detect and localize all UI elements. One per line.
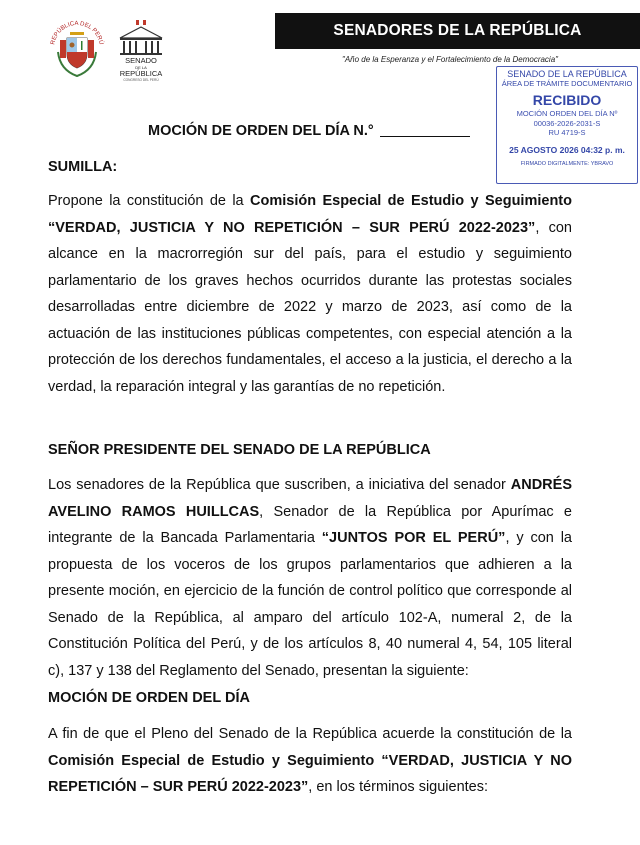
intro-text-1: Los senadores de la República que suscriben, a iniciativa del senador bbox=[48, 477, 511, 493]
motion-commission-name: Comisión Especial de Estudio y Seguimiento “VERDAD, JUSTICIA Y NO REPETICIÓN – SUR PERÚ 2022-2023” bbox=[48, 752, 572, 795]
stamp-line2: ÁREA DE TRÁMITE DOCUMENTARIO bbox=[501, 79, 633, 88]
sumilla-text-1: Propone la constitución de la bbox=[48, 193, 251, 209]
stamp-line5: RU 4719-S bbox=[548, 128, 586, 137]
coat-of-arms-seal bbox=[48, 18, 106, 80]
motion-text-1: A fin de que el Pleno del Senado de la República acuerde la constitución de la bbox=[48, 726, 572, 742]
document-title bbox=[148, 123, 470, 139]
svg-text:DE LA: DE LA bbox=[135, 65, 147, 70]
number-blank-line bbox=[380, 136, 470, 137]
stamp-status: RECIBIDO bbox=[532, 92, 602, 108]
stamp-datetime: 25 AGOSTO 2026 04:32 p. m. bbox=[509, 144, 625, 155]
senator-name: ANDRÉS AVELINO RAMOS HUILLCAS bbox=[48, 477, 572, 520]
senado-logo bbox=[112, 18, 170, 82]
stamp-line3: MOCIÓN ORDEN DEL DÍA Nº bbox=[516, 109, 618, 118]
addressee-heading: SEÑOR PRESIDENTE DEL SENADO DE LA REPÚBLICA bbox=[48, 442, 431, 458]
motion-paragraph bbox=[48, 721, 572, 801]
motion-text-2: , en los términos siguientes: bbox=[308, 779, 489, 795]
svg-text:REPÚBLICA DEL PERÚ: REPÚBLICA DEL PERÚ bbox=[50, 20, 104, 46]
reception-stamp bbox=[496, 66, 638, 184]
sumilla-paragraph bbox=[48, 188, 572, 400]
intro-text-3: , y con la propuesta de los voceros de los grupos parlamentarios que adhieren a la presente moción, en ejercicio de la función de control político que corresponde al Senado de la República, al amparo del artículo 102-A, numeral 2, de la Constitución Política del Perú, y de los artículos 8, 40 numeral 4, 54, 105 literal c), 137 y 138 del Reglamento del Senado, presentan la siguiente: bbox=[48, 530, 572, 679]
year-slogan: "Año de la Esperanza y el Fortalecimiento de la Democracia" bbox=[341, 55, 558, 64]
svg-text:CONGRESO DEL PERÚ: CONGRESO DEL PERÚ bbox=[123, 78, 159, 82]
sumilla-commission-name: Comisión Especial de Estudio y Seguimiento “VERDAD, JUSTICIA Y NO REPETICIÓN – SUR PERÚ 2022-2023” bbox=[48, 193, 572, 236]
svg-text:SENADO: SENADO bbox=[125, 56, 157, 65]
sumilla-text-2: , con alcance en la macrorregión sur del país, para el estudio y seguimiento parlamentario de los graves hechos ocurridos durante las protestas sociales desarrolladas entre diciembre de 2022 y marzo de 2023, así como de la actuación de las instituciones públicas competentes, con especial atención a la protección de los derechos fundamentales, el acceso a la justicia, el derecho a la verdad, la reparación integral y las garantías de no repetición. bbox=[48, 219, 572, 395]
header-banner: SENADORES DE LA REPÚBLICA bbox=[275, 13, 640, 49]
intro-paragraph bbox=[48, 472, 572, 684]
motion-heading: MOCIÓN DE ORDEN DEL DÍA bbox=[48, 690, 250, 706]
stamp-signed: FIRMADO DIGITALMENTE: YBRAVO bbox=[520, 160, 614, 167]
party-name: “JUNTOS POR EL PERÚ” bbox=[321, 530, 506, 546]
intro-text-2: , Senador de la República por Apurímac e integrante de la Bancada Parlamentaria bbox=[48, 503, 572, 546]
svg-text:REPÚBLICA: REPÚBLICA bbox=[119, 69, 163, 78]
document-title-text: MOCIÓN DE ORDEN DEL DÍA N.° bbox=[148, 123, 374, 139]
sumilla-heading: SUMILLA: bbox=[48, 159, 118, 175]
stamp-line1: SENADO DE LA REPÚBLICA bbox=[507, 69, 627, 79]
stamp-line4: 00036-2026-2031-S bbox=[533, 118, 601, 128]
